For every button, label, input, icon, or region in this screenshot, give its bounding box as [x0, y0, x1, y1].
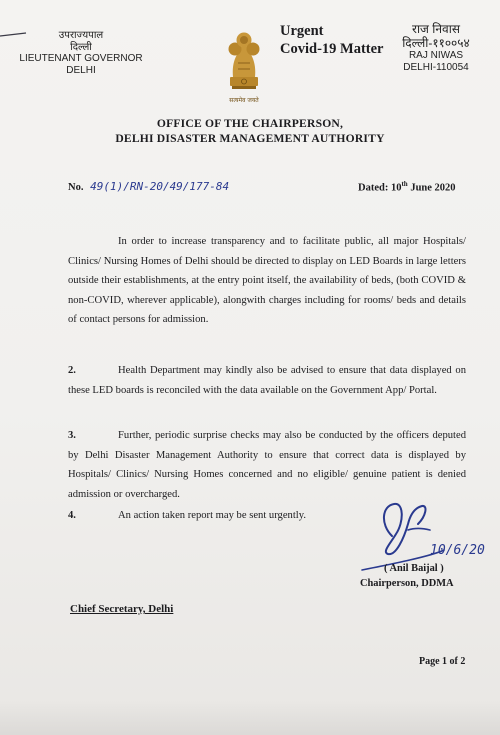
paragraph-3-text: Further, periodic surprise checks may also be conducted by the officers deputed by Delhi Disaster Management Authority to ensure that correct data is displayed by Hospitals/ Clinics/ Nursing Homes concerned and no eligible/ genuine patient is denied admission or overcharged. [68, 430, 466, 500]
paragraph-3-number: 3. [68, 430, 76, 441]
office-line1: OFFICE OF THE CHAIRPERSON, [156, 117, 344, 130]
page-number: Page 1 of 2 [419, 656, 466, 667]
urgent-label [280, 22, 383, 58]
ref-handwritten: 49(1)/RN-20/49/177-84 [90, 180, 230, 193]
ref-label: No. [68, 182, 84, 193]
signatory-designation: Chairperson, DDMA [360, 578, 454, 589]
hindi-city: दिल्ली [70, 41, 92, 53]
paragraph-3 [68, 426, 466, 504]
lg-title: LIEUTENANT GOVERNOR [19, 53, 143, 64]
date-rest: June 2020 [410, 182, 456, 194]
national-emblem-icon [218, 25, 270, 107]
signature-date: 10/6/20 [430, 543, 485, 558]
emblem-motto: सत्यमेव जयते [229, 97, 259, 104]
office-heading [0, 117, 500, 146]
delhi-pin: DELHI-110054 [403, 61, 469, 73]
paragraph-4-text: An action taken report may be sent urgently. [118, 510, 306, 521]
date-line [358, 180, 456, 194]
letterhead-left [14, 30, 148, 76]
raj-niwas: RAJ NIWAS [408, 50, 464, 61]
urgent-line1: Urgent [280, 23, 324, 39]
date-day: 10 [390, 182, 402, 194]
reference-number [68, 180, 229, 193]
paragraph-1: In order to increase transparency and to facilitate public, all major Hospitals/ Clinics/ Nursing Homes of Delhi should be directed to display on LED Boards in large letters outside their establishments, at the entry point itself, the availability of beds, (both COVID & non-COVID, wherever applicable), alongwith charges including for rooms/ beds and details of contact persons for admission. [68, 236, 466, 325]
office-line2: DELHI DISASTER MANAGEMENT AUTHORITY [115, 131, 385, 145]
page-bottom-shadow [0, 700, 500, 735]
paragraph-2-number: 2. [68, 365, 76, 376]
urgent-line2: Covid-19 Matter [280, 41, 384, 57]
date-label: Dated: [358, 182, 389, 194]
addressee: Chief Secretary, Delhi [70, 603, 174, 615]
signatory-name: ( Anil Baijal ) [384, 563, 444, 574]
lg-city: DELHI [66, 64, 96, 76]
date-suffix: th [401, 180, 408, 188]
paragraph-2 [68, 361, 466, 400]
paragraph-2-text: Health Department may kindly also be advised to ensure that data displayed on these LED boards is reconciled with the data available on the Government App/ Portal. [68, 365, 466, 396]
delhi-pin-hindi: दिल्ली-११००५४ [402, 36, 470, 50]
hindi-title: उपराज्यपाल [58, 30, 104, 41]
raj-niwas-hindi: राज निवास [412, 22, 460, 36]
paragraph-4-number: 4. [68, 510, 76, 521]
letterhead-right [390, 22, 482, 73]
